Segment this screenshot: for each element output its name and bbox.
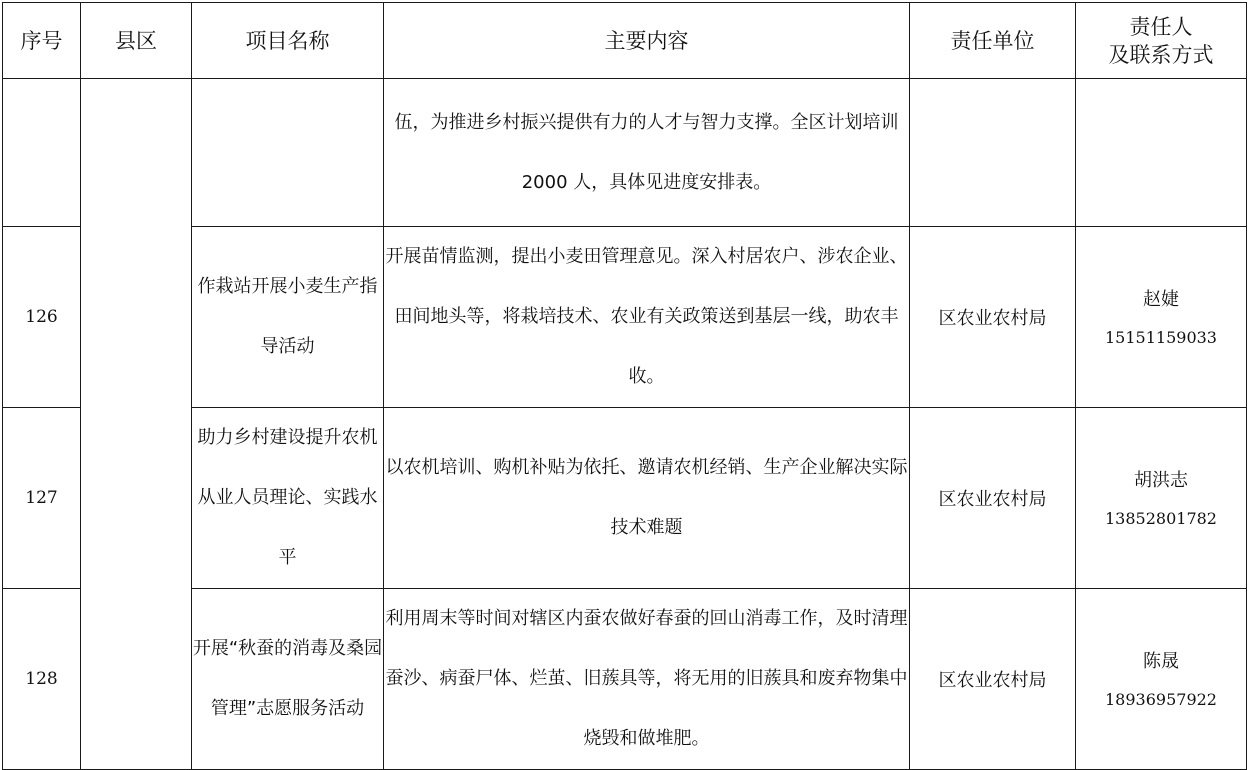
contact-cell: [1076, 227, 1247, 408]
table-row: [3, 79, 1247, 227]
header-county-label: 县区: [115, 28, 157, 53]
header-unit-label: 责任单位: [950, 28, 1035, 53]
contact-cell: [1076, 408, 1247, 589]
header-county: [81, 3, 192, 79]
contact-cell: [1076, 589, 1247, 770]
project-name: 开展“秋蚕的消毒及桑园管理”志愿服务活动: [192, 638, 383, 719]
person-name: 陈晟: [1143, 651, 1179, 672]
content-cell: [384, 227, 910, 408]
project-name: 作栽站开展小麦生产指导活动: [197, 276, 378, 357]
project-cell: [192, 79, 384, 227]
header-project: [192, 3, 384, 79]
header-seq-label: 序号: [20, 28, 63, 53]
header-unit: [910, 3, 1076, 79]
header-project-label: 项目名称: [245, 28, 330, 53]
header-content: [384, 3, 910, 79]
header-person: [1076, 3, 1247, 79]
person-phone: 15151159033: [1105, 328, 1217, 347]
content-cell: [384, 589, 910, 770]
person-phone: 18936957922: [1105, 690, 1217, 709]
content-text: 利用周末等时间对辖区内蚕农做好春蚕的回山消毒工作，及时清理蚕沙、病蚕尸体、烂茧、旧蔟具等，将无用的旧蔟具和废弃物集中烧毁和做堆肥。: [385, 608, 908, 749]
header-content-label: 主要内容: [604, 28, 689, 53]
header-seq: [3, 3, 81, 79]
header-person-line2: 及联系方式: [1108, 42, 1214, 67]
contact-cell: [1076, 79, 1247, 227]
content-text: 以农机培训、购机补贴为依托、邀请农机经销、生产企业解决实际技术难题: [385, 457, 908, 538]
project-name: 助力乡村建设提升农机从业人员理论、实践水平: [197, 427, 378, 568]
seq-cell: 127: [3, 408, 81, 589]
person-phone: 13852801782: [1105, 509, 1217, 528]
content-cell: [384, 408, 910, 589]
unit-cell: [910, 79, 1076, 227]
content-text: 开展苗情监测，提出小麦田管理意见。深入村居农户、涉农企业、田间地头等，将栽培技术、农业有关政策送到基层一线，助农丰收。: [385, 246, 908, 387]
unit-cell: 区农业农村局: [910, 408, 1076, 589]
content-text: 伍，为推进乡村振兴提供有力的人才与智力支撑。全区计划培训 2000 人，具体见进度安排表。: [394, 111, 899, 193]
seq-cell: 126: [3, 227, 81, 408]
project-table: [2, 2, 1247, 770]
project-cell: [192, 589, 384, 770]
unit-cell: 区农业农村局: [910, 589, 1076, 770]
header-person-line1: 责任人: [1129, 14, 1193, 39]
header-row: [3, 3, 1247, 79]
person-name: 胡洪志: [1134, 470, 1188, 491]
project-cell: [192, 408, 384, 589]
seq-cell: 128: [3, 589, 81, 770]
seq-cell: [3, 79, 81, 227]
project-cell: [192, 227, 384, 408]
content-cell: [384, 79, 910, 227]
county-cell: [81, 79, 192, 770]
unit-cell: 区农业农村局: [910, 227, 1076, 408]
person-name: 赵婕: [1143, 289, 1179, 310]
